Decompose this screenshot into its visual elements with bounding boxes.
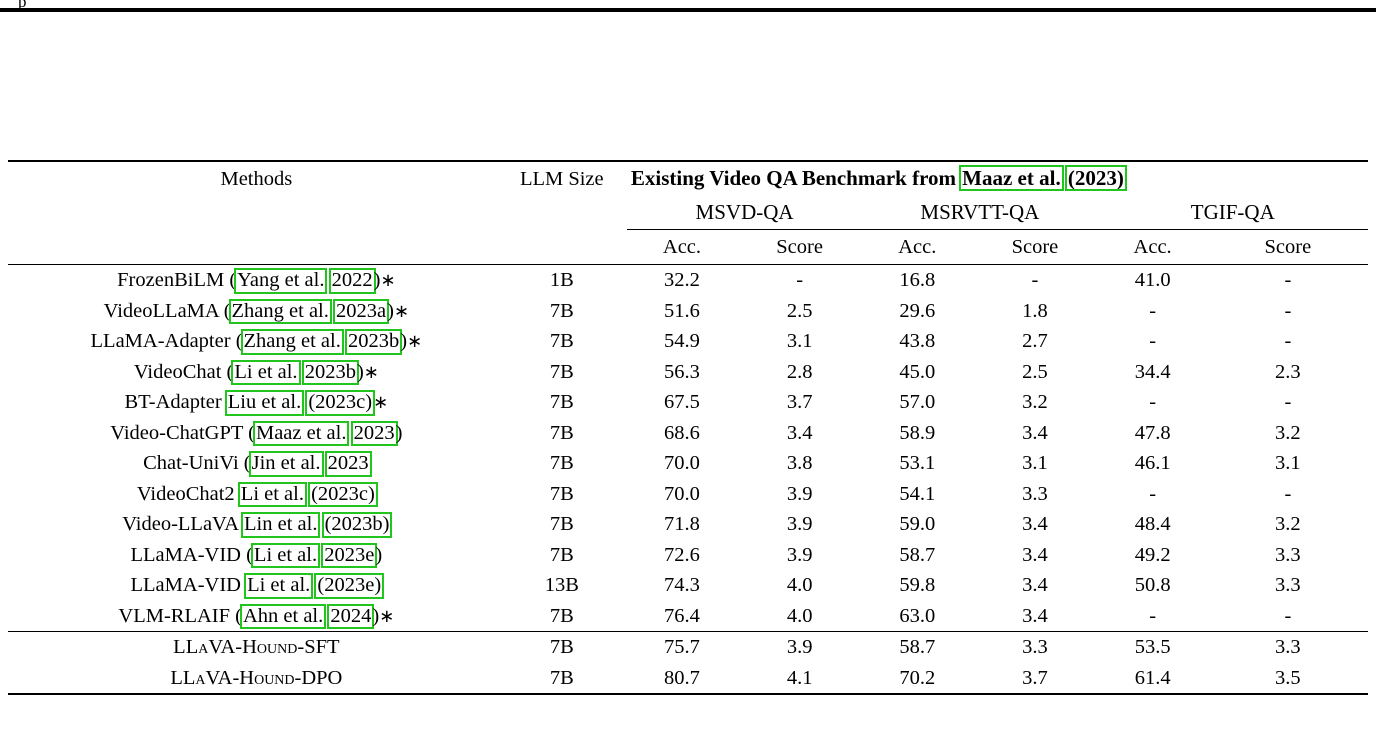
citation-year: 2023 xyxy=(327,452,369,474)
citation-year: (2023b) xyxy=(324,513,390,535)
value-msvd-score: 3.8 xyxy=(786,452,813,474)
table-row xyxy=(8,479,1368,510)
table-body xyxy=(8,265,1368,632)
value-msvd-acc: 71.8 xyxy=(664,513,700,535)
value-tgif-acc: 61.4 xyxy=(1134,666,1171,689)
value-msrvtt-acc: 16.8 xyxy=(862,265,972,296)
value-msrvtt-score: 3.3 xyxy=(972,632,1097,663)
llm-size-cell: 7B xyxy=(549,604,574,627)
method-name-cell xyxy=(8,540,497,571)
header-llm-size: LLM Size xyxy=(497,161,627,230)
value-tgif-score: - xyxy=(1284,482,1292,505)
citation-year: 2023b xyxy=(304,360,356,383)
value-msrvtt-acc: 43.8 xyxy=(899,330,936,352)
citation-author: Jin et al. xyxy=(251,452,321,474)
value-tgif-acc: 53.5 xyxy=(1098,632,1208,663)
llm-size-cell: 7B xyxy=(549,482,574,505)
citation-author: Yang et al. xyxy=(237,269,325,291)
citation-year: 2024 xyxy=(330,604,372,627)
llm-size-cell: 7B xyxy=(549,452,574,474)
table-row xyxy=(8,326,1368,357)
zero-shot-asterisk: ∗ xyxy=(373,392,389,412)
citation-author: Li et al. xyxy=(234,360,298,383)
value-msvd-score: 3.9 xyxy=(786,543,813,566)
method-name-cell xyxy=(8,357,497,388)
method-name: VideoChat xyxy=(133,360,227,383)
citation-year: 2023e xyxy=(324,543,375,566)
citation-maaz-2023-author: Maaz et al. xyxy=(962,166,1061,190)
value-msvd-acc: 75.7 xyxy=(627,632,737,663)
method-name-cell xyxy=(8,509,497,540)
value-msvd-acc: 54.9 xyxy=(664,330,700,352)
citation-year: 2022 xyxy=(331,269,373,291)
value-msrvtt-score: 3.3 xyxy=(1022,482,1048,505)
value-tgif-acc: - xyxy=(1149,604,1157,627)
table-row xyxy=(8,418,1368,449)
table-header-metrics-row xyxy=(8,230,1368,265)
value-msvd-acc: 67.5 xyxy=(664,391,700,413)
table-row-ours xyxy=(8,663,1368,695)
header-metric-tgif-score: Score xyxy=(1264,236,1312,258)
value-msrvtt-score: 3.4 xyxy=(1022,513,1048,535)
value-tgif-score: 3.1 xyxy=(1275,452,1301,474)
citation-year: (2023e) xyxy=(317,574,382,596)
citation-paren-open: ( xyxy=(223,299,231,322)
method-name: Video-LLaVA xyxy=(122,513,244,535)
citation-paren-close: ) xyxy=(372,604,380,627)
value-tgif-acc: - xyxy=(1149,299,1157,322)
value-msrvtt-score: 3.4 xyxy=(1022,604,1048,627)
value-msrvtt-score: 3.4 xyxy=(1022,543,1048,566)
citation-paren-open: ( xyxy=(246,543,253,566)
value-msrvtt-score: 2.5 xyxy=(1022,360,1048,383)
value-msvd-acc: 51.6 xyxy=(664,299,700,322)
citation-paren-close: ) xyxy=(373,269,381,291)
value-msrvtt-score: 3.1 xyxy=(1022,452,1048,474)
value-msrvtt-acc: 58.7 xyxy=(899,543,936,566)
value-msrvtt-score: - xyxy=(972,265,1097,296)
value-tgif-acc: 47.8 xyxy=(1134,421,1171,444)
table-row xyxy=(8,601,1368,632)
llm-size-cell: 7B xyxy=(549,513,574,535)
llm-size-cell: 7B xyxy=(497,632,627,663)
value-tgif-score: 3.5 xyxy=(1275,666,1301,689)
method-name: LLaMA-VID xyxy=(130,543,247,566)
value-msrvtt-acc: 45.0 xyxy=(899,360,936,383)
method-name-cell xyxy=(8,296,497,327)
citation-author: Zhang et al. xyxy=(231,299,329,322)
value-msrvtt-acc: 63.0 xyxy=(899,604,936,627)
method-name-cell xyxy=(8,387,497,418)
method-name: VLM-RLAIF xyxy=(118,604,236,627)
method-name-cell xyxy=(8,479,497,510)
citation-author: Li et al. xyxy=(253,543,318,566)
citation-paren-open: ( xyxy=(248,421,255,444)
method-name-cell xyxy=(8,326,497,357)
value-msrvtt-acc: 59.8 xyxy=(899,574,936,596)
value-msrvtt-score: 3.7 xyxy=(1022,666,1048,689)
value-msrvtt-acc: 57.0 xyxy=(899,391,936,413)
citation-author: Ahn et al. xyxy=(242,604,324,627)
method-name-cell: LLaVA-Hound-DPO xyxy=(170,666,343,689)
page-top-text-fragment: p xyxy=(18,0,27,11)
value-tgif-acc: 46.1 xyxy=(1134,452,1171,474)
value-msvd-acc: 74.3 xyxy=(664,574,700,596)
header-metric-msrvtt-score: Score xyxy=(1011,236,1059,258)
method-name: FrozenBiLM xyxy=(117,269,230,291)
value-tgif-acc: 48.4 xyxy=(1134,513,1171,535)
llm-size-cell: 1B xyxy=(497,265,627,296)
table-row xyxy=(8,448,1368,479)
value-tgif-score: 3.3 xyxy=(1208,632,1368,663)
citation-paren-open: ( xyxy=(226,360,234,383)
table-ours-section xyxy=(8,632,1368,695)
citation-paren-close: ) xyxy=(356,360,364,383)
value-msvd-score: 3.9 xyxy=(786,513,813,535)
table-row xyxy=(8,540,1368,571)
llm-size-cell: 7B xyxy=(549,299,574,322)
value-tgif-score: 3.2 xyxy=(1275,421,1301,444)
llm-size-cell: 7B xyxy=(549,666,574,689)
value-tgif-acc: 41.0 xyxy=(1098,265,1208,296)
value-msrvtt-acc: 53.1 xyxy=(899,452,936,474)
value-msvd-score: 3.9 xyxy=(786,482,813,505)
citation-year: (2023c) xyxy=(311,482,375,505)
value-tgif-acc: - xyxy=(1149,330,1157,352)
value-msvd-score: 3.7 xyxy=(786,391,813,413)
value-tgif-score: 3.3 xyxy=(1275,543,1301,566)
value-msrvtt-score: 1.8 xyxy=(1022,299,1048,322)
citation-maaz-2023-year: (2023) xyxy=(1067,166,1124,190)
value-msvd-score: 4.0 xyxy=(786,574,813,596)
header-dataset-msvd: MSVD-QA xyxy=(627,196,862,230)
method-name: BT-Adapter xyxy=(124,391,227,413)
zero-shot-asterisk: ∗ xyxy=(380,270,396,290)
value-msvd-score: 3.4 xyxy=(786,421,813,444)
citation-author: Li et al. xyxy=(247,574,311,596)
value-msvd-acc: 70.0 xyxy=(664,452,700,474)
citation-author: Li et al. xyxy=(240,482,304,505)
value-msvd-acc: 68.6 xyxy=(664,421,700,444)
method-name-cell xyxy=(8,265,497,296)
method-name-cell xyxy=(8,570,497,601)
value-msrvtt-acc: 70.2 xyxy=(899,666,936,689)
value-msvd-score: 2.8 xyxy=(786,360,813,383)
table-header-group-row xyxy=(8,161,1368,196)
citation-paren-close: ) xyxy=(400,330,408,352)
value-msvd-score: 3.9 xyxy=(737,632,862,663)
value-msrvtt-score: 2.7 xyxy=(1022,330,1048,352)
table-row xyxy=(8,265,1368,296)
llm-size-cell: 7B xyxy=(549,391,574,413)
header-methods: Methods xyxy=(8,161,497,230)
value-tgif-acc: 34.4 xyxy=(1134,360,1171,383)
method-name-cell xyxy=(8,418,497,449)
table-row xyxy=(8,357,1368,388)
citation-author: Zhang et al. xyxy=(243,330,341,352)
header-dataset-tgif: TGIF-QA xyxy=(1098,196,1368,230)
page-top-rule xyxy=(0,8,1376,12)
citation-author: Lin et al. xyxy=(244,513,318,535)
table-row xyxy=(8,296,1368,327)
header-benchmark-group-label: Existing Video QA Benchmark from xyxy=(630,166,957,190)
value-tgif-score: - xyxy=(1284,604,1292,627)
table-row-ours xyxy=(8,632,1368,663)
header-benchmark-group xyxy=(627,161,1368,196)
value-msvd-acc: 32.2 xyxy=(627,265,737,296)
value-tgif-score: - xyxy=(1284,299,1292,322)
table-bottom-rule xyxy=(8,694,1368,699)
value-msrvtt-acc: 54.1 xyxy=(899,482,936,505)
citation-year: (2023c) xyxy=(308,391,373,413)
citation-paren-open: ( xyxy=(235,330,243,352)
results-table xyxy=(8,160,1368,699)
value-msvd-score: 2.5 xyxy=(786,299,813,322)
value-msrvtt-score: 3.4 xyxy=(1022,574,1048,596)
method-name: VideoLLaMA xyxy=(103,299,224,322)
value-tgif-score: - xyxy=(1284,391,1292,413)
method-name: VideoChat2 xyxy=(136,482,240,505)
value-tgif-acc: 49.2 xyxy=(1134,543,1171,566)
citation-paren-open: ( xyxy=(243,452,251,474)
method-name: LLaMA-Adapter xyxy=(90,330,236,352)
citation-year: 2023 xyxy=(353,421,395,444)
value-tgif-score: - xyxy=(1208,265,1368,296)
header-dataset-msrvtt: MSRVTT-QA xyxy=(862,196,1097,230)
llm-size-cell: 7B xyxy=(549,360,574,383)
method-name-cell: LLaVA-Hound-SFT xyxy=(8,632,497,663)
value-msvd-acc: 72.6 xyxy=(664,543,700,566)
citation-paren-close: ) xyxy=(375,543,383,566)
value-msvd-acc: 80.7 xyxy=(664,666,700,689)
header-metric-tgif-acc: Acc. xyxy=(1133,236,1172,258)
method-name: LLaMA-VID xyxy=(130,574,247,596)
citation-author: Liu et al. xyxy=(227,391,302,413)
value-msrvtt-score: 3.4 xyxy=(1022,421,1048,444)
header-metric-msvd-score: Score xyxy=(776,236,823,258)
value-tgif-acc: - xyxy=(1149,482,1157,505)
table-row xyxy=(8,387,1368,418)
value-msrvtt-acc: 59.0 xyxy=(899,513,936,535)
value-msrvtt-acc: 58.9 xyxy=(899,421,936,444)
citation-paren-open: ( xyxy=(235,604,242,627)
zero-shot-asterisk: ∗ xyxy=(393,300,410,321)
value-msvd-score: 3.1 xyxy=(786,330,813,352)
table-row xyxy=(8,570,1368,601)
zero-shot-asterisk: ∗ xyxy=(363,361,379,382)
value-tgif-acc: - xyxy=(1149,391,1157,413)
header-metric-msvd-acc: Acc. xyxy=(662,236,702,258)
value-tgif-acc: 50.8 xyxy=(1134,574,1171,596)
value-msvd-acc: 70.0 xyxy=(664,482,700,505)
citation-paren-open: ( xyxy=(229,269,237,291)
method-name-cell xyxy=(8,448,497,479)
value-tgif-score: 3.3 xyxy=(1275,574,1301,596)
zero-shot-asterisk: ∗ xyxy=(379,605,395,626)
value-tgif-score: 2.3 xyxy=(1275,360,1301,383)
value-msvd-acc: 56.3 xyxy=(664,360,700,383)
value-msvd-score: 4.1 xyxy=(786,666,813,689)
method-name: Video-ChatGPT xyxy=(110,421,249,444)
method-name-cell xyxy=(8,601,497,632)
value-msrvtt-score: 3.2 xyxy=(1022,391,1048,413)
value-msvd-score: 4.0 xyxy=(786,604,813,627)
llm-size-cell: 7B xyxy=(549,421,574,444)
citation-year: 2023a xyxy=(336,299,387,322)
value-tgif-score: 3.2 xyxy=(1275,513,1301,535)
llm-size-cell: 13B xyxy=(544,574,579,596)
citation-paren-close: ) xyxy=(387,299,394,322)
zero-shot-asterisk: ∗ xyxy=(407,331,423,351)
value-msrvtt-acc: 29.6 xyxy=(899,299,936,322)
citation-year: 2023b xyxy=(347,330,400,352)
llm-size-cell: 7B xyxy=(549,543,574,566)
header-metric-msrvtt-acc: Acc. xyxy=(898,236,937,258)
citation-paren-close: ) xyxy=(395,421,403,444)
method-name: Chat-UniVi xyxy=(143,452,244,474)
value-tgif-score: - xyxy=(1284,330,1292,352)
value-msvd-acc: 76.4 xyxy=(664,604,700,627)
table-row xyxy=(8,509,1368,540)
citation-author: Maaz et al. xyxy=(255,421,347,444)
value-msvd-score: - xyxy=(737,265,862,296)
value-msrvtt-acc: 58.7 xyxy=(862,632,972,663)
llm-size-cell: 7B xyxy=(549,330,574,352)
